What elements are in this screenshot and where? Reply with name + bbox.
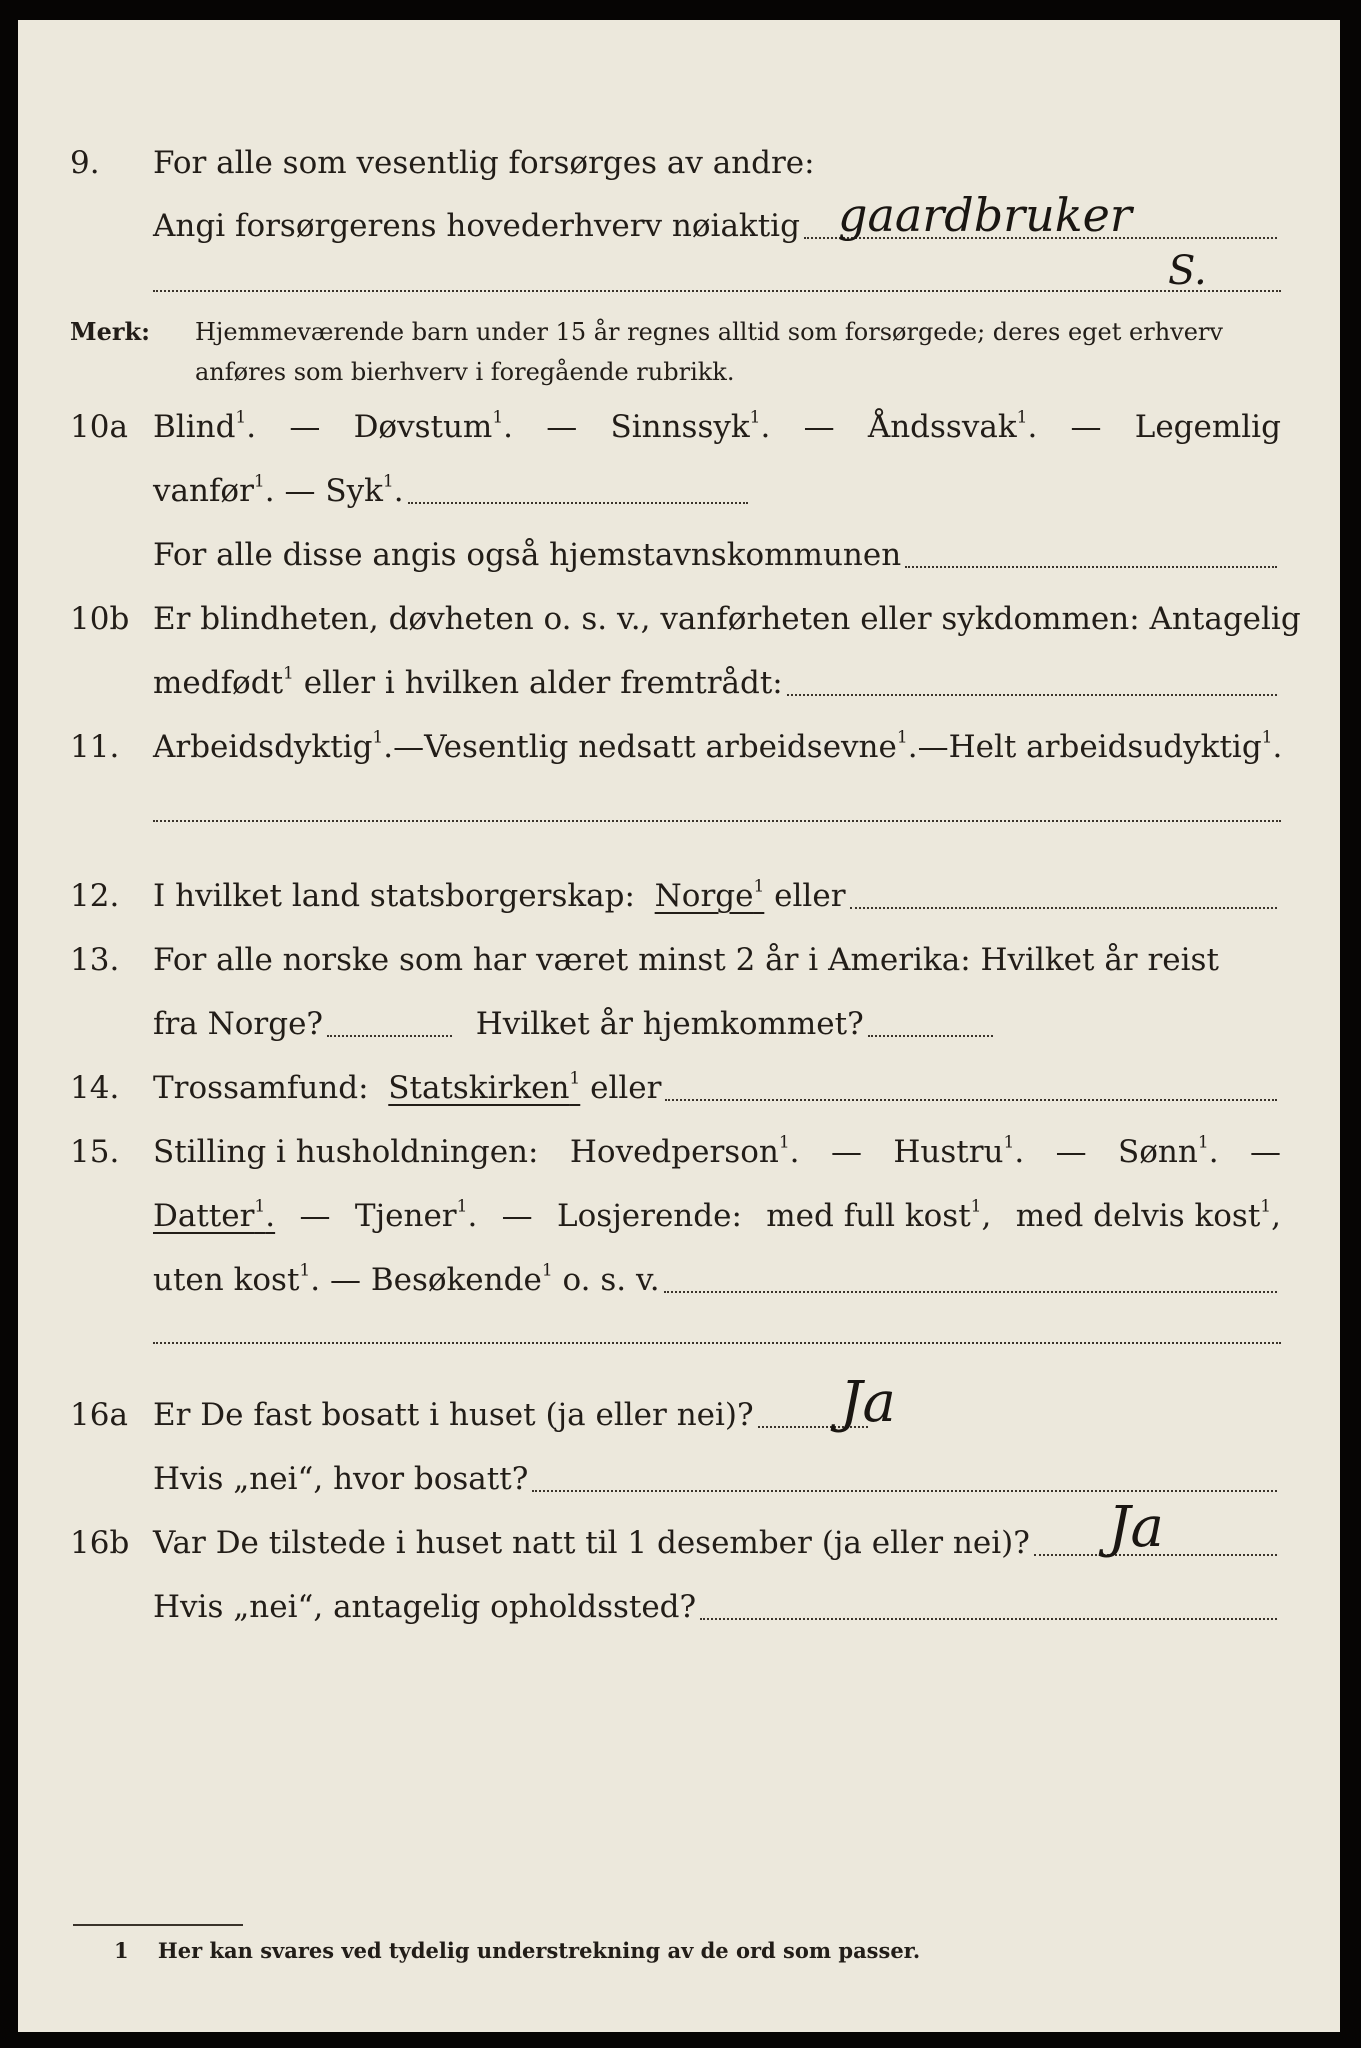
q14-eller: eller (590, 1070, 662, 1106)
q9-handwritten-mark: S. (1168, 248, 1207, 294)
q16a-row-1 (18, 1392, 1340, 1438)
q16a-handwritten-answer: Ja (840, 1370, 896, 1435)
dash: — (1070, 409, 1102, 445)
q12-eller: eller (774, 878, 846, 914)
footnote-mark: 1 (114, 1938, 129, 1963)
q13-line-1 (153, 937, 1281, 983)
q10a-number: 10a (70, 409, 128, 445)
dash: — (803, 409, 835, 445)
q13-hjemkommet: Hvilket år hjemkommet? (475, 1006, 864, 1042)
q10a-line-1 (153, 404, 1281, 450)
q15-line-3 (153, 1257, 1281, 1303)
q15-osv: o. s. v. (562, 1262, 660, 1298)
option-statskirken[interactable]: Statskirken$^1$ (388, 1068, 581, 1106)
option-syk[interactable]: Syk$^1$. (325, 471, 404, 509)
q10a-row-2 (18, 468, 1340, 514)
census-form-page (18, 20, 1340, 2032)
option-besokende[interactable]: Besøkende$^1$ (370, 1260, 553, 1298)
dash: — (284, 473, 316, 509)
dash: — (329, 1262, 361, 1298)
footnote (114, 1938, 920, 1963)
q15-answer-line[interactable] (664, 1291, 1277, 1293)
q15-extra-line[interactable] (153, 1342, 1281, 1344)
q9-question: For alle som vesentlig forsørges av andre: (153, 145, 815, 181)
dash: — (1249, 1134, 1281, 1170)
q10a-row-3 (18, 532, 1340, 578)
option-nedsatt[interactable]: Vesentlig nedsatt arbeidsevne$^1$. (424, 727, 918, 765)
q15-number: 15. (70, 1134, 120, 1170)
q9-row-2 (18, 203, 1340, 249)
note-text (195, 312, 1281, 392)
q13-row-2 (18, 1001, 1340, 1047)
option-blind[interactable]: Blind$^1$. (153, 407, 257, 445)
option-hustru[interactable]: Hustru$^1$. (893, 1132, 1025, 1170)
option-med-full-kost[interactable]: med full kost$^1$, (766, 1196, 992, 1234)
q13-hjemkommet-line[interactable] (868, 1035, 993, 1037)
option-sinnssyk[interactable]: Sinnssyk$^1$. (610, 407, 771, 445)
dash: — (1055, 1134, 1087, 1170)
q11-extra-line[interactable] (153, 820, 1281, 822)
option-med-delvis-kost[interactable]: med delvis kost$^1$, (1015, 1196, 1281, 1234)
note-line-2: anføres som bierhverv i foregående rubrikk. (195, 358, 735, 386)
q16b-question: Var De tilstede i huset natt til 1 desember (ja eller nei)? (153, 1525, 1030, 1561)
option-datter[interactable]: Datter$^1$. (153, 1196, 276, 1234)
option-udyktig[interactable]: Helt arbeidsudyktig$^1$. (948, 727, 1283, 765)
footnote-text: Her kan svares ved tydelig understrekning av de ord som passer. (157, 1938, 921, 1963)
q15-line-2 (153, 1193, 1281, 1239)
q10a-row-1 (18, 404, 1340, 450)
q15-row-3 (18, 1257, 1340, 1303)
q16a-number: 16a (70, 1397, 128, 1433)
q15-row-1 (18, 1129, 1340, 1175)
q16b-row-2 (18, 1584, 1340, 1630)
option-uten-kost[interactable]: uten kost$^1$. (153, 1260, 321, 1298)
q10b-number: 10b (70, 601, 130, 637)
q10a-hjemstavn-line[interactable] (905, 566, 1277, 568)
note-line-1: Hjemmeværende barn under 15 år regnes alltid som forsørgede; deres eget erhverv (195, 318, 1223, 346)
option-hovedperson[interactable]: Hovedperson$^1$. (569, 1132, 800, 1170)
option-dovstum[interactable]: Døvstum$^1$. (353, 407, 514, 445)
q10a-hjemstavn-prompt: For alle disse angis også hjemstavnskommunen (153, 537, 902, 573)
dash: — (917, 729, 949, 765)
q10a-line-2 (153, 468, 1281, 514)
dash: — (501, 1198, 533, 1234)
option-andssvak[interactable]: Åndssvak$^1$. (867, 407, 1038, 445)
q12-line (153, 873, 1281, 919)
q9-handwritten-answer: gaardbruker (838, 188, 1132, 242)
q10b-question: Er blindheten, døvheten o. s. v., vanførheten eller sykdommen: Antagelig (153, 601, 1301, 637)
option-legemlig[interactable]: Legemlig (1134, 409, 1281, 445)
q10b-line-2 (153, 660, 1281, 706)
q16a-question: Er De fast bosatt i huset (ja eller nei)? (153, 1397, 754, 1433)
option-norge[interactable]: Norge$^1$ (654, 876, 765, 914)
q14-answer-line[interactable] (665, 1099, 1277, 1101)
q16a-bosatt-line[interactable] (532, 1490, 1277, 1492)
q10b-answer-line[interactable] (787, 694, 1277, 696)
q13-fra-norge: fra Norge? (153, 1006, 324, 1042)
q16b-opholdssted-line[interactable] (700, 1618, 1277, 1620)
q9-number: 9. (70, 145, 100, 181)
option-arbeidsdyktig[interactable]: Arbeidsdyktig$^1$. (153, 727, 394, 765)
q10b-line-1 (153, 596, 1301, 642)
q13-row-1 (18, 937, 1340, 983)
dash: — (830, 1134, 862, 1170)
option-sonn[interactable]: Sønn$^1$. (1118, 1132, 1219, 1170)
q12-row (18, 873, 1340, 919)
q16b-line-2 (153, 1584, 1281, 1630)
q13-number: 13. (70, 942, 120, 978)
dash: — (299, 1198, 331, 1234)
q10a-answer-line[interactable] (408, 502, 748, 504)
q11-line (153, 724, 1281, 770)
q14-question: Trossamfund: (153, 1070, 369, 1106)
q10a-line-3 (153, 532, 1281, 578)
q10b-alder-prompt: eller i hvilken alder fremtrådt: (303, 665, 783, 701)
q10b-row-2 (18, 660, 1340, 706)
q12-question: I hvilket land statsborgerskap: (153, 878, 635, 914)
dash: — (393, 729, 425, 765)
q14-number: 14. (70, 1070, 120, 1106)
q9-row-1 (18, 140, 1340, 186)
q13-line-2 (153, 1001, 1281, 1047)
q16b-number: 16b (70, 1525, 130, 1561)
dash: — (546, 409, 578, 445)
q12-number: 12. (70, 878, 120, 914)
q16b-opholdssted: Hvis „nei“, antagelig opholdssted? (153, 1589, 697, 1625)
q11-number: 11. (70, 729, 120, 765)
q13-reist-line[interactable] (327, 1035, 452, 1037)
q11-row (18, 724, 1340, 770)
q14-line (153, 1065, 1281, 1111)
q9-line-1 (153, 140, 1281, 186)
option-medfodt[interactable]: medfødt$^1$ (153, 663, 294, 701)
option-vanfor[interactable]: vanfør$^1$. (153, 471, 275, 509)
q12-answer-line[interactable] (850, 907, 1277, 909)
q13-question: For alle norske som har været minst 2 år i Amerika: Hvilket år reist (153, 942, 1219, 978)
dash: — (289, 409, 321, 445)
q15-row-2 (18, 1193, 1340, 1239)
q16a-line-1 (153, 1392, 1281, 1438)
option-losjerende: Losjerende: (557, 1198, 742, 1234)
option-tjener[interactable]: Tjener$^1$. (354, 1196, 478, 1234)
q9-extra-line[interactable] (153, 290, 1281, 292)
q16b-handwritten-answer: Ja (1108, 1495, 1164, 1560)
note-label: Merk: (70, 317, 150, 346)
q15-line-1 (153, 1129, 1281, 1175)
q15-question: Stilling i husholdningen: (153, 1134, 539, 1170)
q14-row (18, 1065, 1340, 1111)
footnote-rule (73, 1924, 243, 1926)
q16a-hvor-bosatt: Hvis „nei“, hvor bosatt? (153, 1461, 529, 1497)
q10b-row-1 (18, 596, 1340, 642)
q9-prompt: Angi forsørgerens hovederhverv nøiaktig (153, 208, 800, 244)
